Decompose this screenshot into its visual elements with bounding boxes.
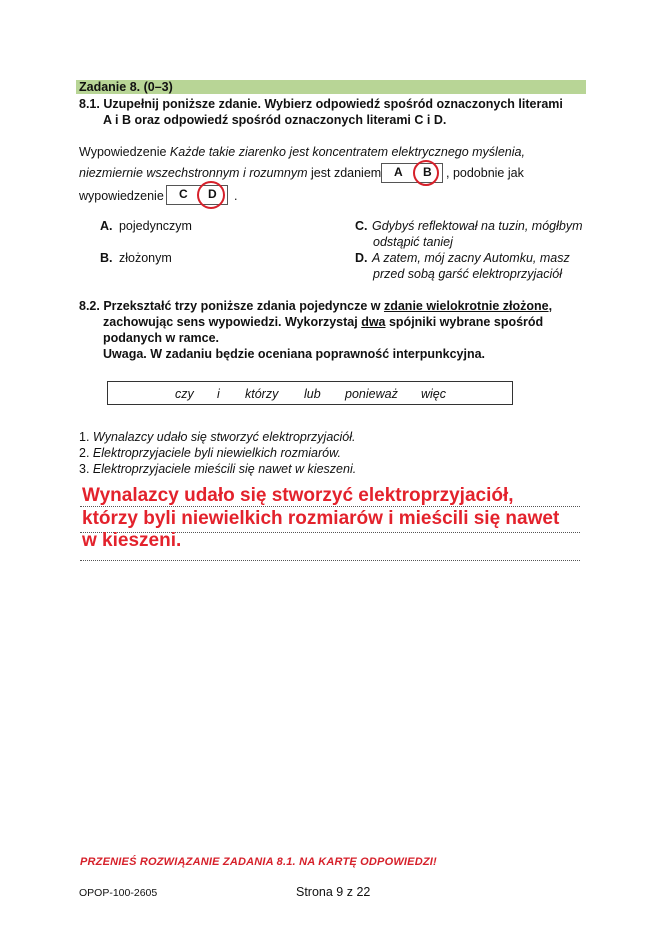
choice-a[interactable]: A	[394, 165, 403, 179]
exam-code: OPOP-100-2605	[79, 887, 158, 899]
answer-line	[80, 560, 580, 561]
conjunction-item: lub	[304, 387, 321, 401]
q81-sentence-line1	[79, 145, 525, 159]
option-letter: A.	[100, 219, 113, 233]
choice-c[interactable]: C	[179, 187, 188, 201]
sentence-italic: Każde takie ziarenko jest koncentratem elektrycznego myślenia,	[169, 145, 525, 159]
selection-circle-b	[413, 160, 439, 186]
sentence-text-end: , podobnie jak	[446, 166, 524, 180]
option-letter: B.	[100, 251, 113, 265]
sentence-number: 2.	[79, 446, 93, 460]
option-letter: D.	[355, 251, 368, 265]
sentence-number: 1.	[79, 430, 93, 444]
q82-instruction-line3: podanych w ramce.	[103, 331, 220, 345]
answer-line-1[interactable]: Wynalazcy udało się stworzyć elektroprzyjaciół,	[82, 485, 514, 506]
conjunction-item: czy	[175, 387, 194, 401]
q82-note: Uwaga. W zadaniu będzie oceniana poprawność interpunkcyjna.	[103, 347, 486, 361]
conjunction-box	[107, 381, 513, 405]
choice-d[interactable]: D	[208, 187, 217, 201]
sentence-item	[79, 462, 356, 476]
option-d	[355, 251, 570, 265]
choice-box-cd[interactable]	[166, 185, 228, 205]
q81-instruction-line2: A i B oraz odpowiedź spośród oznaczonych literami C i D.	[103, 113, 447, 127]
instruction-text: zachowując sens wypowiedzi. Wykorzystaj	[103, 315, 362, 329]
option-text: złożonym	[118, 251, 172, 265]
q81-instruction-line1: 8.1. Uzupełnij poniższe zdanie. Wybierz odpowiedź spośród oznaczonych literami	[79, 97, 563, 111]
option-c	[355, 219, 583, 233]
instruction-underlined: zdanie wielokrotnie złożone	[383, 299, 549, 313]
option-b	[100, 251, 172, 265]
sentence-text: jest zdaniem	[307, 166, 382, 180]
q81-sentence-line2	[79, 166, 381, 180]
conjunction-item: więc	[421, 387, 447, 401]
q81-sentence-line3: wypowiedzenie	[79, 189, 164, 203]
instruction-text: ,	[548, 299, 553, 313]
instruction-underlined: dwa	[361, 315, 386, 329]
q82-instruction-line1	[79, 299, 552, 313]
answer-line-2[interactable]: którzy byli niewielkich rozmiarów i mieścili się nawet	[82, 508, 560, 529]
sentence-number: 3.	[79, 462, 93, 476]
choice-b[interactable]: B	[423, 165, 432, 179]
sentence-italic: niezmiernie wszechstronnym i rozumnym	[79, 166, 308, 180]
instruction-text: spójniki wybrane spośród	[385, 315, 544, 329]
selection-circle-d	[197, 181, 225, 209]
sentence-item	[79, 446, 341, 460]
conjunction-item: ponieważ	[345, 387, 398, 401]
conjunction-item: którzy	[245, 387, 279, 401]
option-d-line2: przed sobą garść elektroprzyjaciół	[373, 267, 562, 281]
sentence-text: Elektroprzyjaciele byli niewielkich rozmiarów.	[92, 446, 341, 460]
task-header: Zadanie 8. (0–3)	[76, 80, 586, 94]
sentence-text: Wypowiedzenie	[79, 145, 170, 159]
sentence-period: .	[234, 189, 238, 203]
sentence-item	[79, 430, 356, 444]
transfer-note: PRZENIEŚ ROZWIĄZANIE ZADANIA 8.1. NA KARTĘ ODPOWIEDZI!	[80, 856, 437, 868]
option-c-line2: odstąpić taniej	[373, 235, 453, 249]
option-letter: C.	[355, 219, 368, 233]
option-text: A zatem, mój zacny Automku, masz	[371, 251, 570, 265]
instruction-text: 8.2. Przekształć trzy poniższe zdania pojedyncze w	[79, 299, 384, 313]
sentence-text: Elektroprzyjaciele mieścili się nawet w kieszeni.	[92, 462, 357, 476]
option-text: Gdybyś reflektował na tuzin, mógłbym	[371, 219, 583, 233]
sentence-text: Wynalazcy udało się stworzyć elektroprzyjaciół.	[92, 430, 356, 444]
option-a	[100, 219, 192, 233]
answer-line-3[interactable]: w kieszeni.	[82, 530, 182, 551]
q82-instruction-line2	[103, 315, 543, 329]
page-number: Strona 9 z 22	[296, 885, 371, 899]
conjunction-item: i	[217, 387, 220, 401]
choice-box-ab[interactable]	[381, 163, 443, 183]
option-text: pojedynczym	[118, 219, 192, 233]
